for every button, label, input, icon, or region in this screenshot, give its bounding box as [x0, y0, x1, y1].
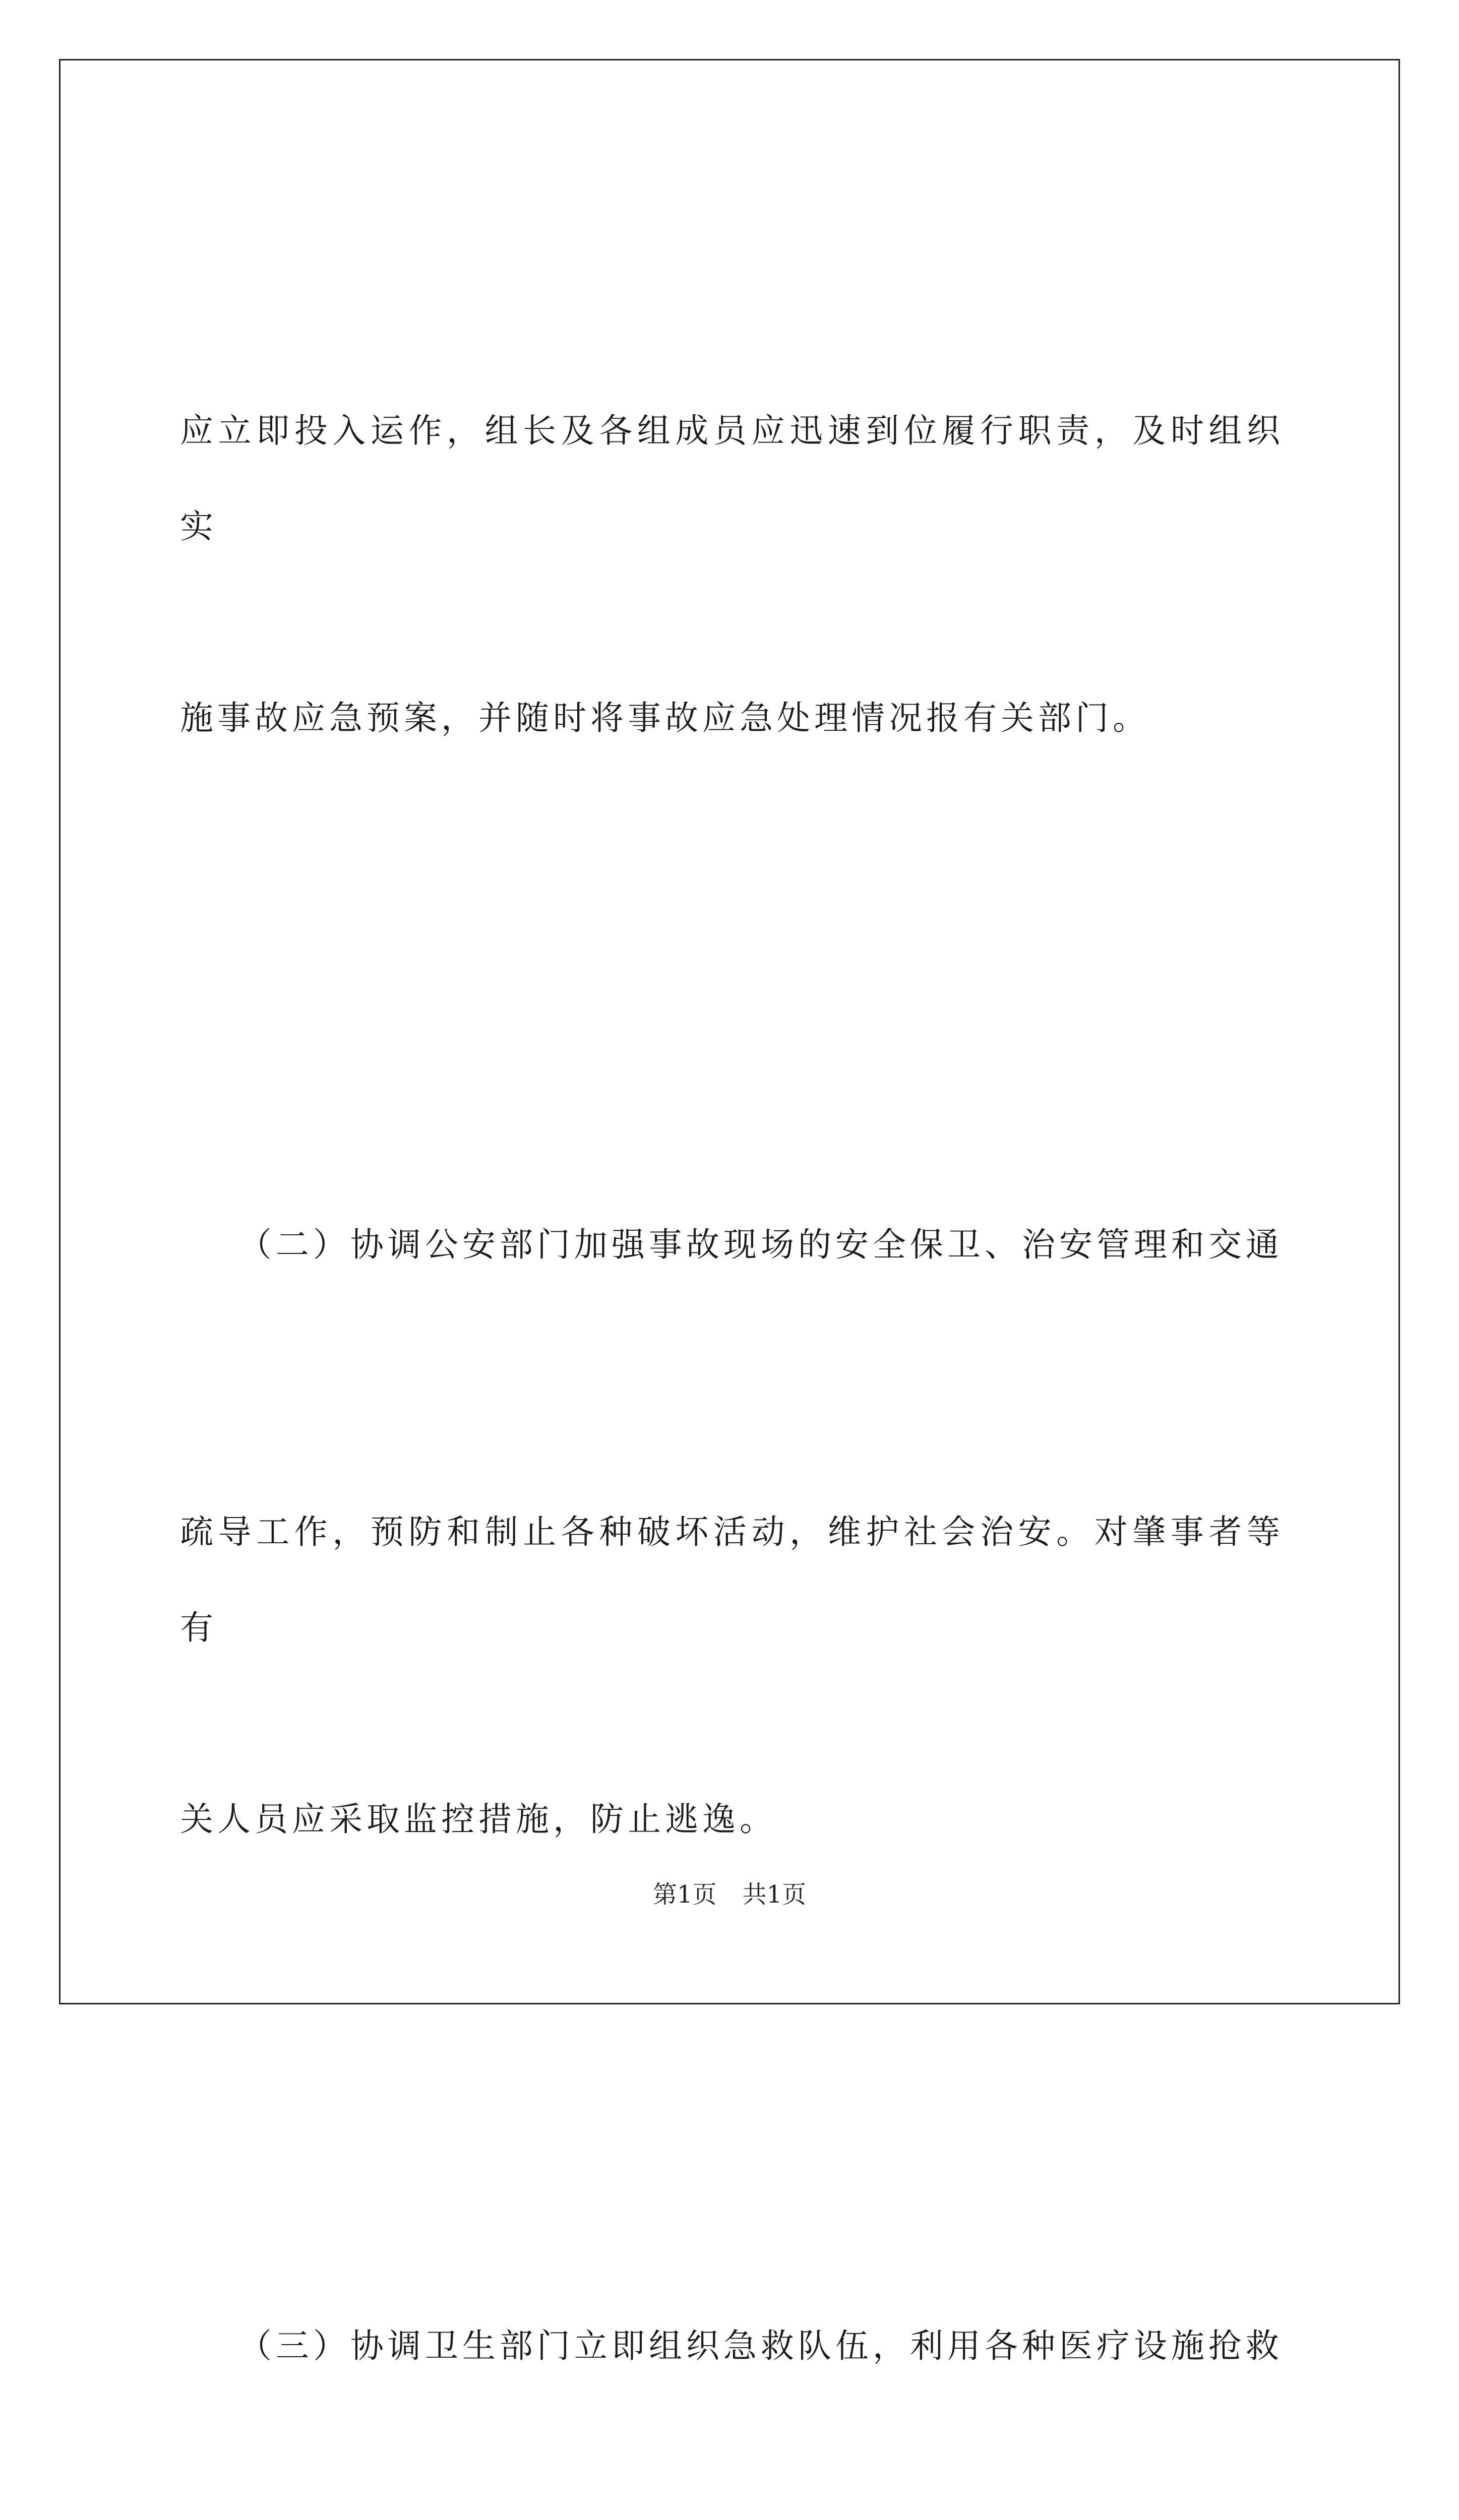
text-line: （三）协调卫生部门立即组织急救队伍，利用各种医疗设施抢救	[180, 2326, 1283, 2365]
paragraph-3	[180, 2107, 1284, 2520]
text-line: 疏导工作，预防和制止各种破坏活动，维护社会治安。对肇事者等有	[180, 1513, 1284, 1647]
page-number: 第1页	[652, 1880, 717, 1909]
text-line: （二）协调公安部门加强事故现场的安全保卫、治安管理和交通	[180, 1225, 1283, 1264]
paragraph-1	[180, 192, 1284, 958]
page-total: 共1页	[742, 1880, 807, 1909]
text-line: 施事故应急预案，并随时将事故应急处理情况报有关部门。	[180, 699, 1150, 737]
text-line: 应立即投入运作，组长及各组成员应迅速到位履行职责，及时组织实	[180, 411, 1284, 546]
document-body	[180, 192, 1284, 2520]
page-footer	[0, 1875, 1459, 1910]
text-line: 关人员应采取监控措施，防止逃逸。	[180, 1800, 777, 1839]
